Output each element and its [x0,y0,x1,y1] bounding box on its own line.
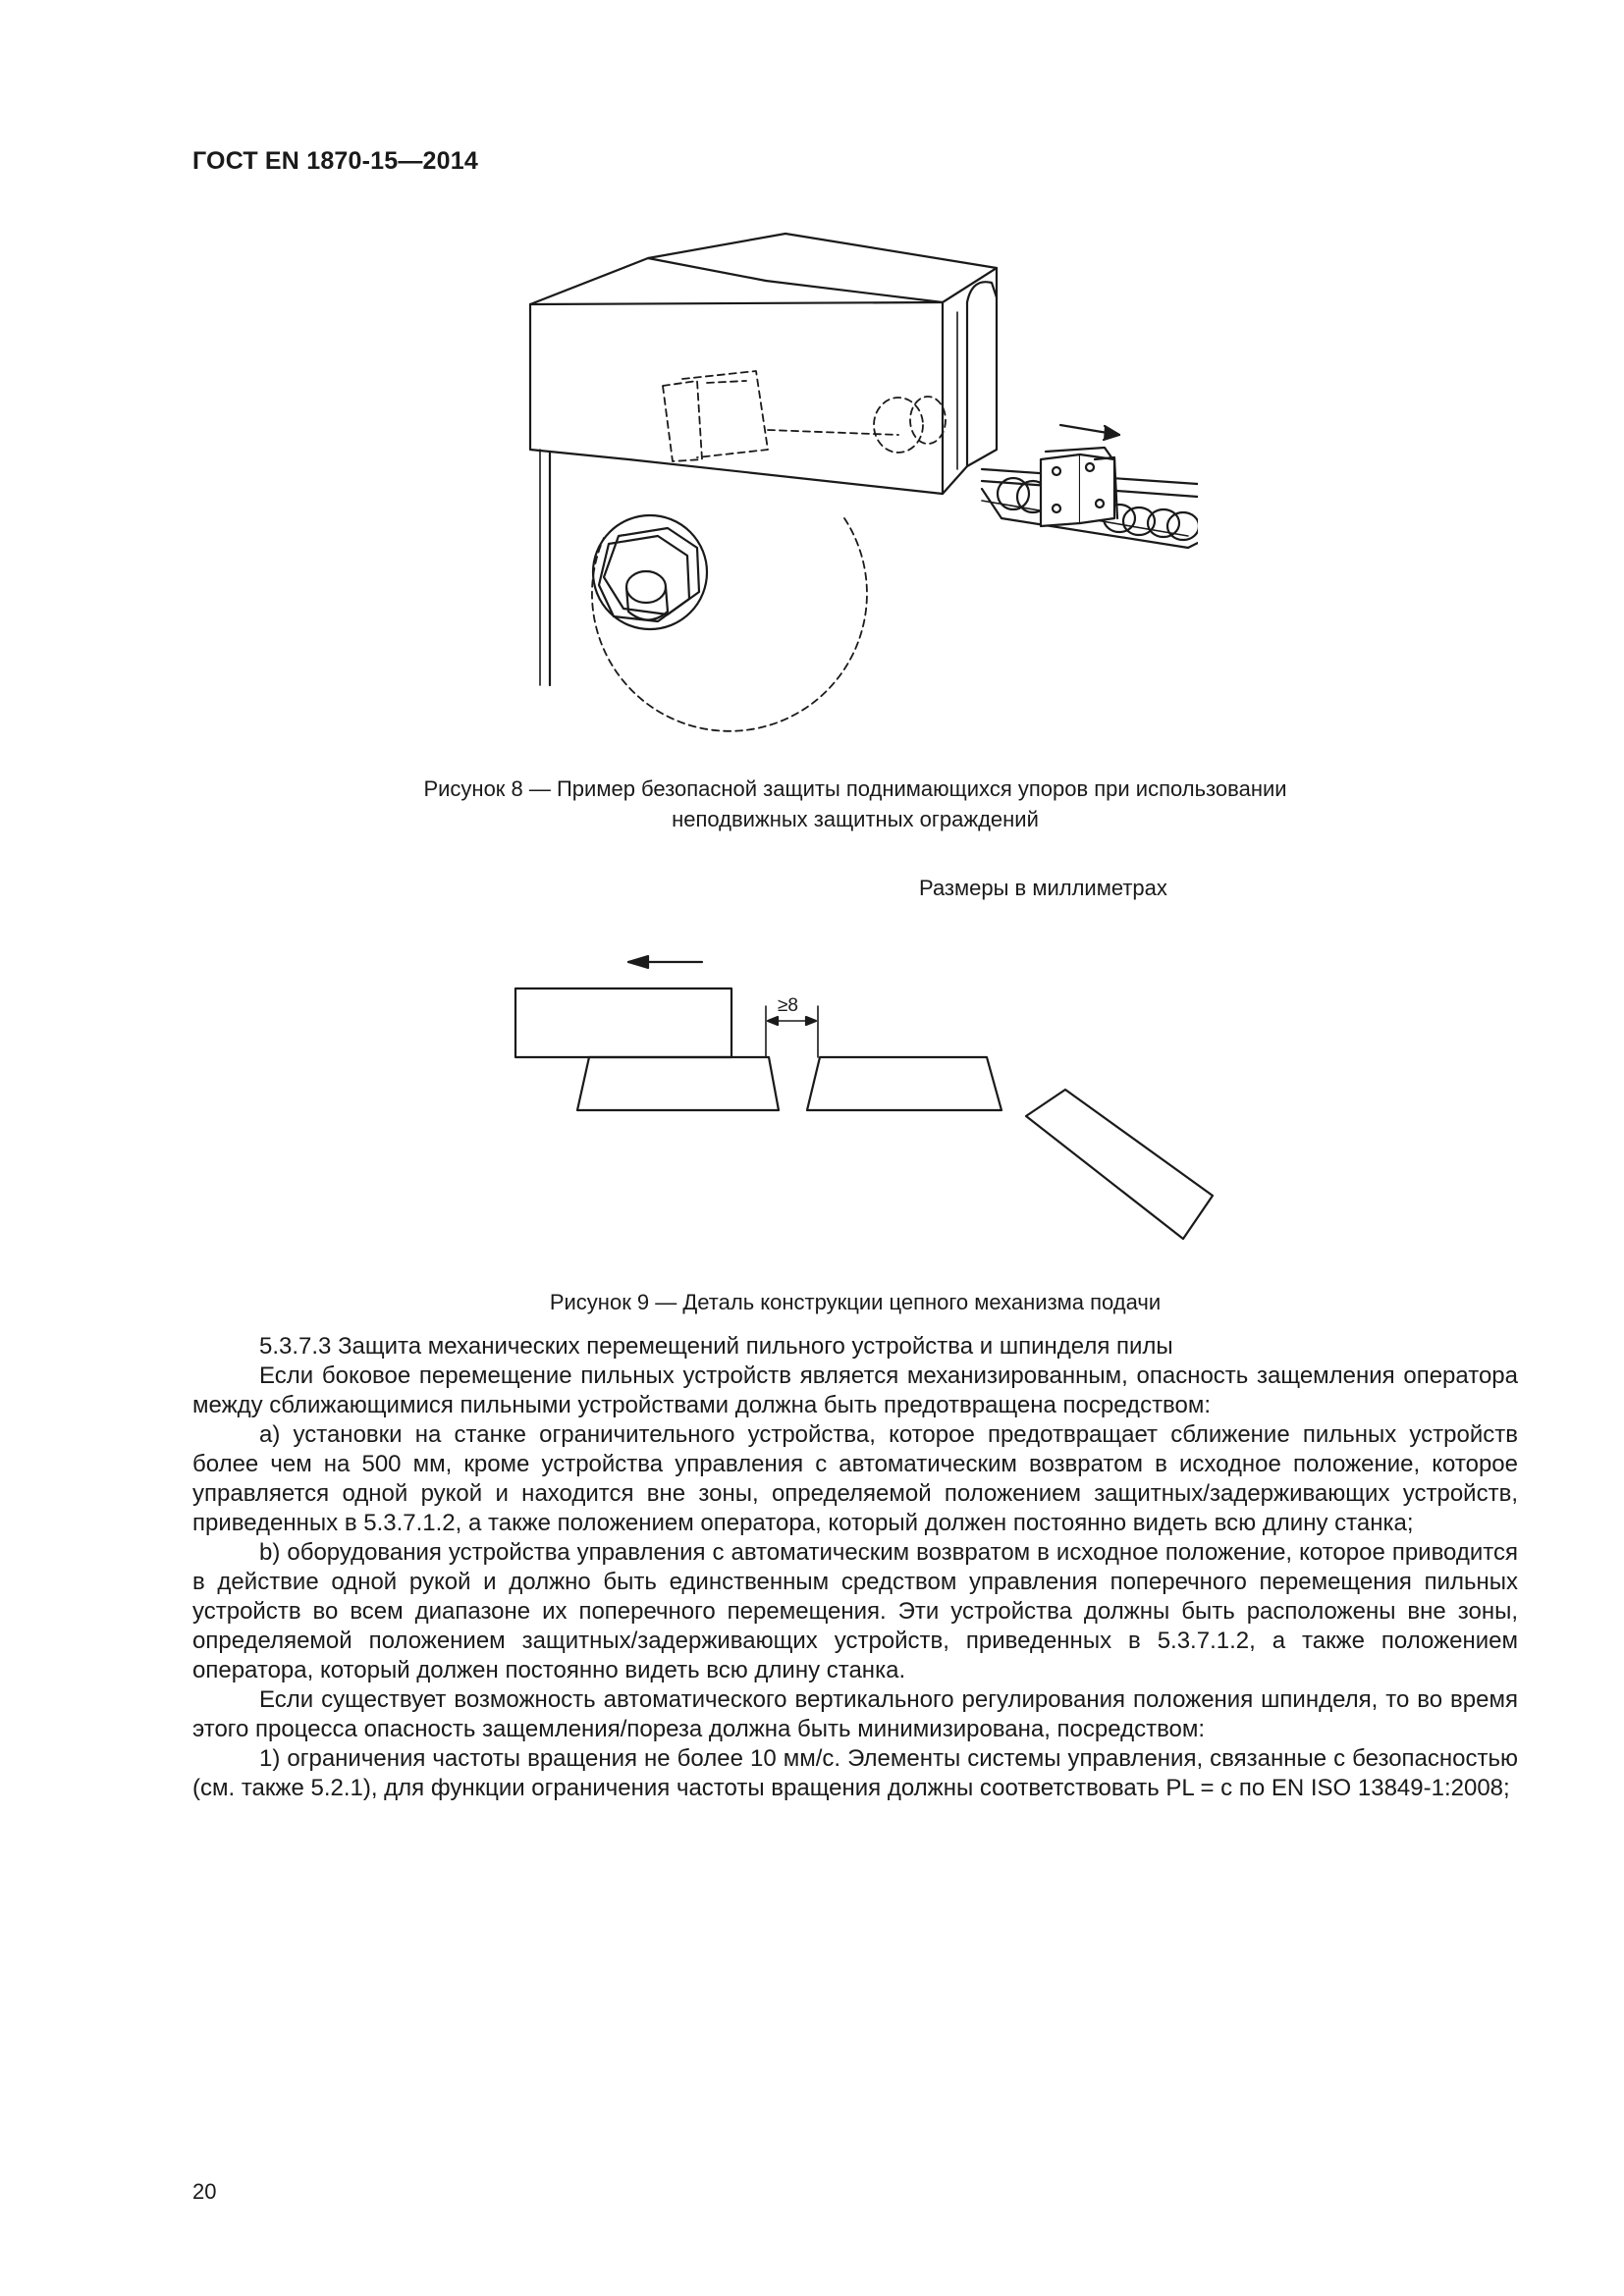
body-text [192,1332,1518,1803]
figure-8-caption-line2: неподвижных защитных ограждений [672,807,1039,831]
paragraph: а) установки на станке ограничительного устройства, которое предотвращает сближение пильных устройств более чем на 500 мм, кроме устройства управления с автоматическим возвратом в исходное положение, которое управляется одной рукой и находится вне зоны, определяемой положением защитных/задерживающих устройств, приведенных в 5.3.7.1.2, а также положением оператора, который должен постоянно видеть всю длину станка; [192,1421,1518,1536]
figure-9-caption: Рисунок 9 — Деталь конструкции цепного механизма подачи [549,1290,1162,1314]
paragraph: 1) ограничения частоты вращения не более 10 мм/с. Элементы системы управления, связанные с безопасностью (см. также 5.2.1), для функции ограничения частоты вращения должны соответствовать PL = c по EN ISO 13849-1:2008; [192,1745,1518,1801]
document-header: ГОСТ EN 1870-15—2014 [192,147,478,175]
paragraph: Если боковое перемещение пильных устройств является механизированным, опасность защемления оператора между сближающимися пильными устройствами должна быть предотвращена посредством: [192,1362,1518,1418]
paragraph: Если существует возможность автоматического вертикального регулирования положения шпинделя, то во время этого процесса опасность защемления/пореза должна быть минимизирована, посредством: [192,1686,1518,1742]
figure-8-drawing [511,224,1198,734]
paragraph: b) оборудования устройства управления с автоматическим возвратом в исходное положение, которое приводится в действие одной рукой и должно быть единственным средством управления поперечного перемещения пильных устройств во всем диапазоне их поперечного перемещения. Эти устройства должны быть расположены вне зоны, определяемой положением защитных/задерживающих устройств, приведенных в 5.3.7.1.2, а также положением оператора, который должен постоянно видеть всю длину станка. [192,1539,1518,1683]
dimension-label: ≥8 [778,995,798,1016]
paragraph: 5.3.7.3 Защита механических перемещений пильного устройства и шпинделя пилы [259,1333,1173,1360]
figure-8-caption-line1: Рисунок 8 — Пример безопасной защиты поднимающихся упоров при использовании [423,776,1287,801]
page-number: 20 [192,2179,217,2204]
units-note: Размеры в миллиметрах [919,876,1167,900]
figure-9-drawing [491,933,1237,1266]
